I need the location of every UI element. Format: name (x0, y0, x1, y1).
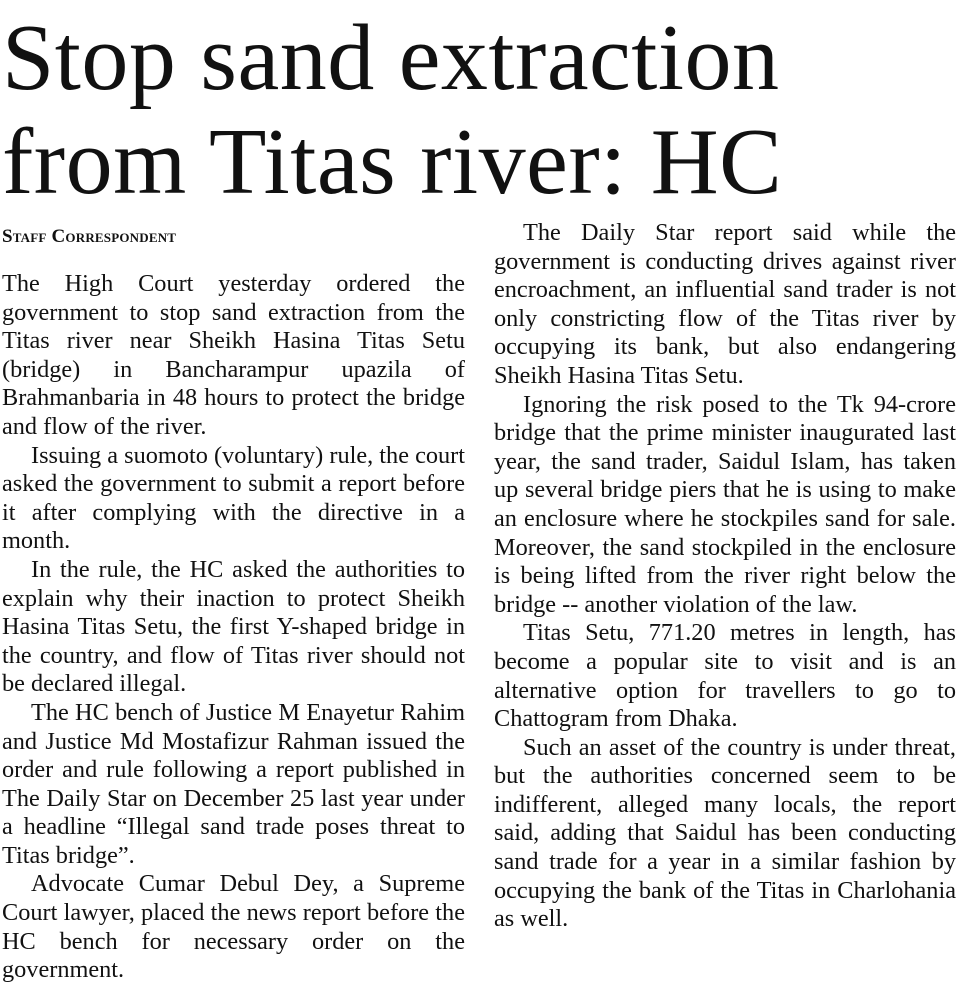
paragraph: In the rule, the HC asked the authorities to explain why their inaction to protect Sheikh Hasina Titas Setu, the first Y-shaped bridge in the country, and flow of Titas river should not be declared illegal. (2, 555, 465, 698)
paragraph: The High Court yesterday ordered the government to stop sand extraction from the Titas river near Sheikh Hasina Titas Setu (bridge) in Bancharampur upazila of Brahmanbaria in 48 hours to protect the bridge and flow of the river. (2, 270, 465, 440)
paragraph: Titas Setu, 771.20 metres in length, has become a popular site to visit and is an alternative option for travellers to go to Chattogram from Dhaka. (494, 619, 956, 733)
paragraph: Issuing a suomoto (voluntary) rule, the court asked the government to submit a report before it after complying with the directive in a month. (2, 441, 465, 555)
paragraph: Ignoring the risk posed to the Tk 94-crore bridge that the prime minister inaugurated last year, the sand trader, Saidul Islam, has taken up several bridge piers that he is using to make an enclosure where he stockpiles sand for sale. Moreover, the sand stockpiled in the enclosure is being lifted from the river right below the bridge -- another violation of the law. (494, 390, 956, 618)
article-column-right (494, 219, 956, 934)
paragraph: Such an asset of the country is under threat, but the authorities concerned seem to be indifferent, alleged many locals, the report said, adding that Saidul has been conducting sand trade for a year in a similar fashion by occupying the bank of the Titas in Charlohania as well. (494, 733, 956, 933)
paragraph: The Daily Star report said while the government is conducting drives against river encroachment, an influential sand trader is not only constricting flow of the Titas river by occupying its bank, but also endangering Sheikh Hasina Titas Setu. (494, 219, 956, 389)
paragraph: Advocate Cumar Debul Dey, a Supreme Court lawyer, placed the news report before the HC bench for necessary order on the government. (2, 870, 465, 984)
byline: Staff Correspondent (2, 226, 177, 247)
article-column-left (2, 270, 465, 985)
paragraph: The HC bench of Justice M Enayetur Rahim and Justice Md Mostafizur Rahman issued the order and rule following a report published in The Daily Star on December 25 last year under a headline “Illegal sand trade poses threat to Titas bridge”. (2, 698, 465, 869)
headline: Stop sand extraction from Titas river: HC (2, 6, 783, 214)
